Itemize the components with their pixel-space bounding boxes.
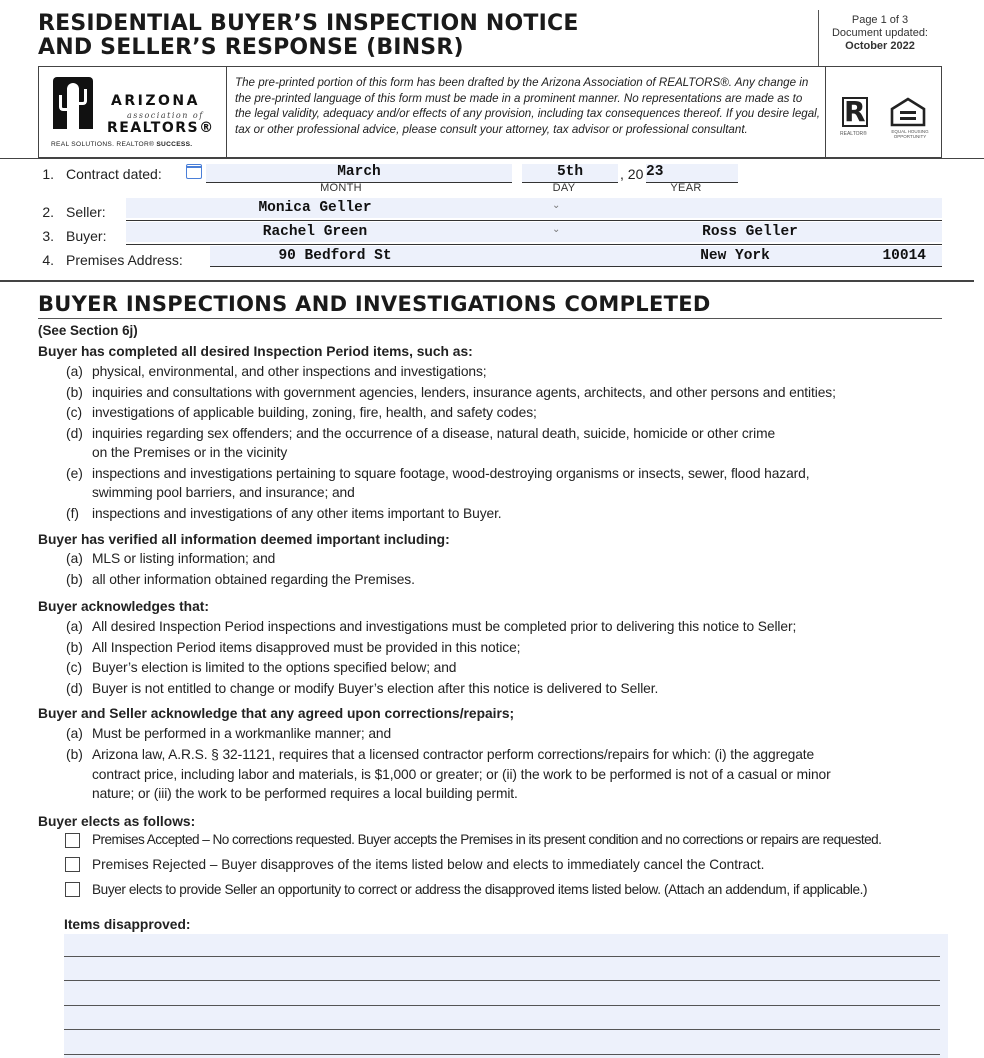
- equal-housing-label: EQUAL HOUSING OPPORTUNITY: [891, 129, 929, 139]
- list-item-letter: (c): [66, 405, 83, 420]
- premises-accepted-checkbox[interactable]: [65, 833, 80, 848]
- seller-input[interactable]: Monica Geller: [258, 200, 372, 216]
- section-divider: [0, 280, 974, 282]
- see-section: (See Section 6j): [38, 323, 138, 338]
- list-item: [66, 617, 966, 637]
- buyer-input-1[interactable]: Rachel Green: [262, 224, 368, 240]
- seller-dropdown-icon[interactable]: ⌄: [552, 200, 561, 211]
- premises-rejected-checkbox[interactable]: [65, 857, 80, 872]
- list-item-text: inspections and investigations pertaining to square footage, wood-destroying organisms or insects, sewer, flood hazard,: [92, 465, 810, 481]
- premises-zip-input[interactable]: 10014: [882, 248, 926, 264]
- list-item-text: Arizona law, A.R.S. § 32-1121, requires that a licensed contractor perform corrections/repairs for which: (i) the aggregate: [92, 746, 815, 762]
- badges: [825, 67, 941, 157]
- cactus-arm-right: [79, 89, 87, 105]
- contract-year-input[interactable]: 23: [646, 164, 664, 180]
- buyer-dropdown-icon[interactable]: ⌄: [552, 224, 561, 235]
- list-item-letter: (a): [66, 364, 83, 379]
- items-line: [64, 980, 940, 981]
- disclaimer-text: The pre-printed portion of this form has been drafted by the Arizona Association of REALTORS®. Any change in the pre-printed language of this form must be made in a prominent manner. No representations are made as to the legal validity, adequacy and/or effects of any provision, including tax consequences thereof. If you desire legal, tax or other professional advice, please consult your attorney, tax advisor or professional consultant.: [235, 76, 820, 136]
- list-item-letter: (e): [66, 465, 83, 481]
- list-item: [66, 549, 966, 569]
- premises-label: Premises Address:: [66, 252, 183, 268]
- completed-heading: Buyer has completed all desired Inspection Period items, such as:: [38, 344, 473, 359]
- line-number: 3.: [42, 228, 54, 244]
- list-item-text: All Inspection Period items disapproved must be provided in this notice;: [92, 639, 521, 655]
- divider: [0, 158, 984, 159]
- calendar-icon[interactable]: [186, 164, 202, 179]
- list-item-text: contract price, including labor and materials, is $1,000 or greater; or (ii) the work to be performed is not of a casual or minor: [92, 766, 831, 782]
- cactus-arm-left: [59, 95, 67, 111]
- premises-accepted-label: Premises Accepted – No corrections requested. Buyer accepts the Premises in its present condition and no corrections or repairs are requested.: [92, 832, 882, 847]
- list-item-letter: (a): [66, 619, 83, 634]
- premises-city-input[interactable]: New York: [700, 248, 770, 264]
- updated-date: October 2022: [845, 40, 915, 52]
- page-number: Page 1 of 3: [851, 14, 909, 26]
- logo-realtors: REALTORS®: [107, 120, 215, 136]
- section-title: BUYER INSPECTIONS AND INVESTIGATIONS COMPLETED: [38, 292, 711, 316]
- contract-day-input[interactable]: 5th: [556, 164, 584, 180]
- list-item-letter: (b): [66, 571, 83, 587]
- items-disapproved-textarea[interactable]: [64, 934, 948, 1058]
- items-line: [64, 1054, 940, 1055]
- items-disapproved-label: Items disapproved:: [64, 917, 191, 932]
- seller-opportunity-checkbox[interactable]: [65, 882, 80, 897]
- form-title-line-2: AND SELLER’S RESPONSE (BINSR): [38, 35, 464, 60]
- list-item-letter: (c): [66, 660, 83, 675]
- form-title: [38, 12, 579, 60]
- items-line: [64, 1029, 940, 1030]
- list-item-text: Must be performed in a workmanlike manner; and: [92, 726, 392, 741]
- list-item-text: nature; or (iii) the work to be performed requires a local building permit.: [92, 786, 518, 802]
- list-item-text: all other information obtained regarding the Premises.: [92, 571, 415, 587]
- list-item-letter: (d): [66, 425, 83, 441]
- list-item: [66, 383, 966, 403]
- verified-heading: Buyer has verified all information deemed important including:: [38, 532, 450, 547]
- contract-month-input[interactable]: March: [337, 164, 381, 180]
- logo-tagline-bold: SUCCESS.: [156, 141, 193, 148]
- buyer-input-2[interactable]: Ross Geller: [702, 224, 798, 240]
- list-item-text: inquiries regarding sex offenders; and the occurrence of a disease, natural death, suicide, homicide or other crime: [92, 425, 776, 441]
- premises-rejected-label: Premises Rejected – Buyer disapproves of the items listed below and elects to immediately cancel the Contract.: [92, 857, 765, 872]
- items-line: [64, 956, 940, 957]
- line-number: 4.: [42, 252, 54, 268]
- list-item-letter: (f): [66, 505, 80, 521]
- seller-label: Seller:: [66, 204, 106, 220]
- underline: [210, 266, 942, 267]
- elects-heading: Buyer elects as follows:: [38, 814, 196, 829]
- repairs-heading: Buyer and Seller acknowledge that any agreed upon corrections/repairs;: [38, 706, 515, 721]
- list-item: [66, 724, 966, 744]
- buyer-label: Buyer:: [66, 228, 107, 244]
- list-item-text: investigations of applicable building, zoning, fire, health, and safety codes;: [92, 405, 537, 420]
- list-item-text: on the Premises or in the vicinity: [92, 445, 288, 460]
- list-item: [66, 362, 966, 382]
- list-item-letter: (b): [66, 639, 83, 655]
- list-item-text: MLS or listing information; and: [92, 551, 276, 566]
- underline: [126, 244, 942, 245]
- list-item: [66, 658, 966, 678]
- logo-tagline: [51, 141, 192, 148]
- logo-arizona: ARIZONA: [111, 93, 200, 109]
- list-item-letter: (a): [66, 726, 83, 741]
- list-item-text: Buyer is not entitled to change or modify Buyer’s election after this notice is delivered to Seller.: [92, 680, 659, 696]
- list-item: [66, 403, 966, 423]
- list-item: [66, 570, 966, 590]
- realtor-r-letter: R: [844, 95, 866, 128]
- list-item-letter: (d): [66, 680, 83, 696]
- year-prefix: , 20: [620, 166, 644, 182]
- month-label: MONTH: [320, 182, 362, 194]
- year-label: YEAR: [670, 182, 702, 194]
- list-item: [66, 745, 966, 804]
- line-number: 1.: [42, 166, 54, 182]
- list-item: [66, 504, 966, 524]
- logo-tagline-plain: REAL SOLUTIONS. REALTOR®: [51, 141, 157, 148]
- list-item-letter: (b): [66, 746, 83, 762]
- underline: [126, 220, 942, 221]
- list-item: [66, 424, 966, 463]
- disclaimer-box: [38, 66, 942, 158]
- form-title-line-1: RESIDENTIAL BUYER’S INSPECTION NOTICE: [38, 11, 579, 36]
- acknowledges-heading: Buyer acknowledges that:: [38, 599, 209, 614]
- list-item-text: All desired Inspection Period inspections and investigations must be completed prior to delivering this notice to Seller;: [92, 619, 797, 634]
- list-item-letter: (a): [66, 551, 83, 566]
- seller-opportunity-label: Buyer elects to provide Seller an opportunity to correct or address the disapproved items listed below. (Attach an addendum, if applicable.): [92, 882, 868, 897]
- updated-label: Document updated:: [831, 27, 928, 39]
- line-number: 2.: [42, 204, 54, 220]
- equal-housing-icon: [890, 97, 926, 127]
- page-info: [818, 14, 942, 53]
- premises-street-input[interactable]: 90 Bedford St: [278, 248, 392, 264]
- realtor-label: REALTOR®: [840, 131, 867, 137]
- section-title-underline: [38, 318, 942, 319]
- list-item-letter: (b): [66, 384, 83, 400]
- items-line: [64, 1005, 940, 1006]
- list-item-text: swimming pool barriers, and insurance; and: [92, 485, 355, 500]
- list-item: [66, 464, 966, 503]
- list-item-text: Buyer’s election is limited to the options specified below; and: [92, 660, 457, 675]
- list-item-text: physical, environmental, and other inspections and investigations;: [92, 364, 487, 379]
- list-item: [66, 679, 966, 699]
- logo-association: association of: [127, 111, 204, 120]
- arizona-realtors-logo: [39, 67, 227, 157]
- list-item-text: inspections and investigations of any other items important to Buyer.: [92, 505, 502, 521]
- cactus-trunk: [67, 83, 79, 129]
- list-item: [66, 638, 966, 658]
- contract-dated-label: Contract dated:: [66, 166, 162, 182]
- list-item-text: inquiries and consultations with government agencies, lenders, insurance agents, architects, and other persons and entities;: [92, 384, 836, 400]
- day-label: DAY: [552, 182, 576, 194]
